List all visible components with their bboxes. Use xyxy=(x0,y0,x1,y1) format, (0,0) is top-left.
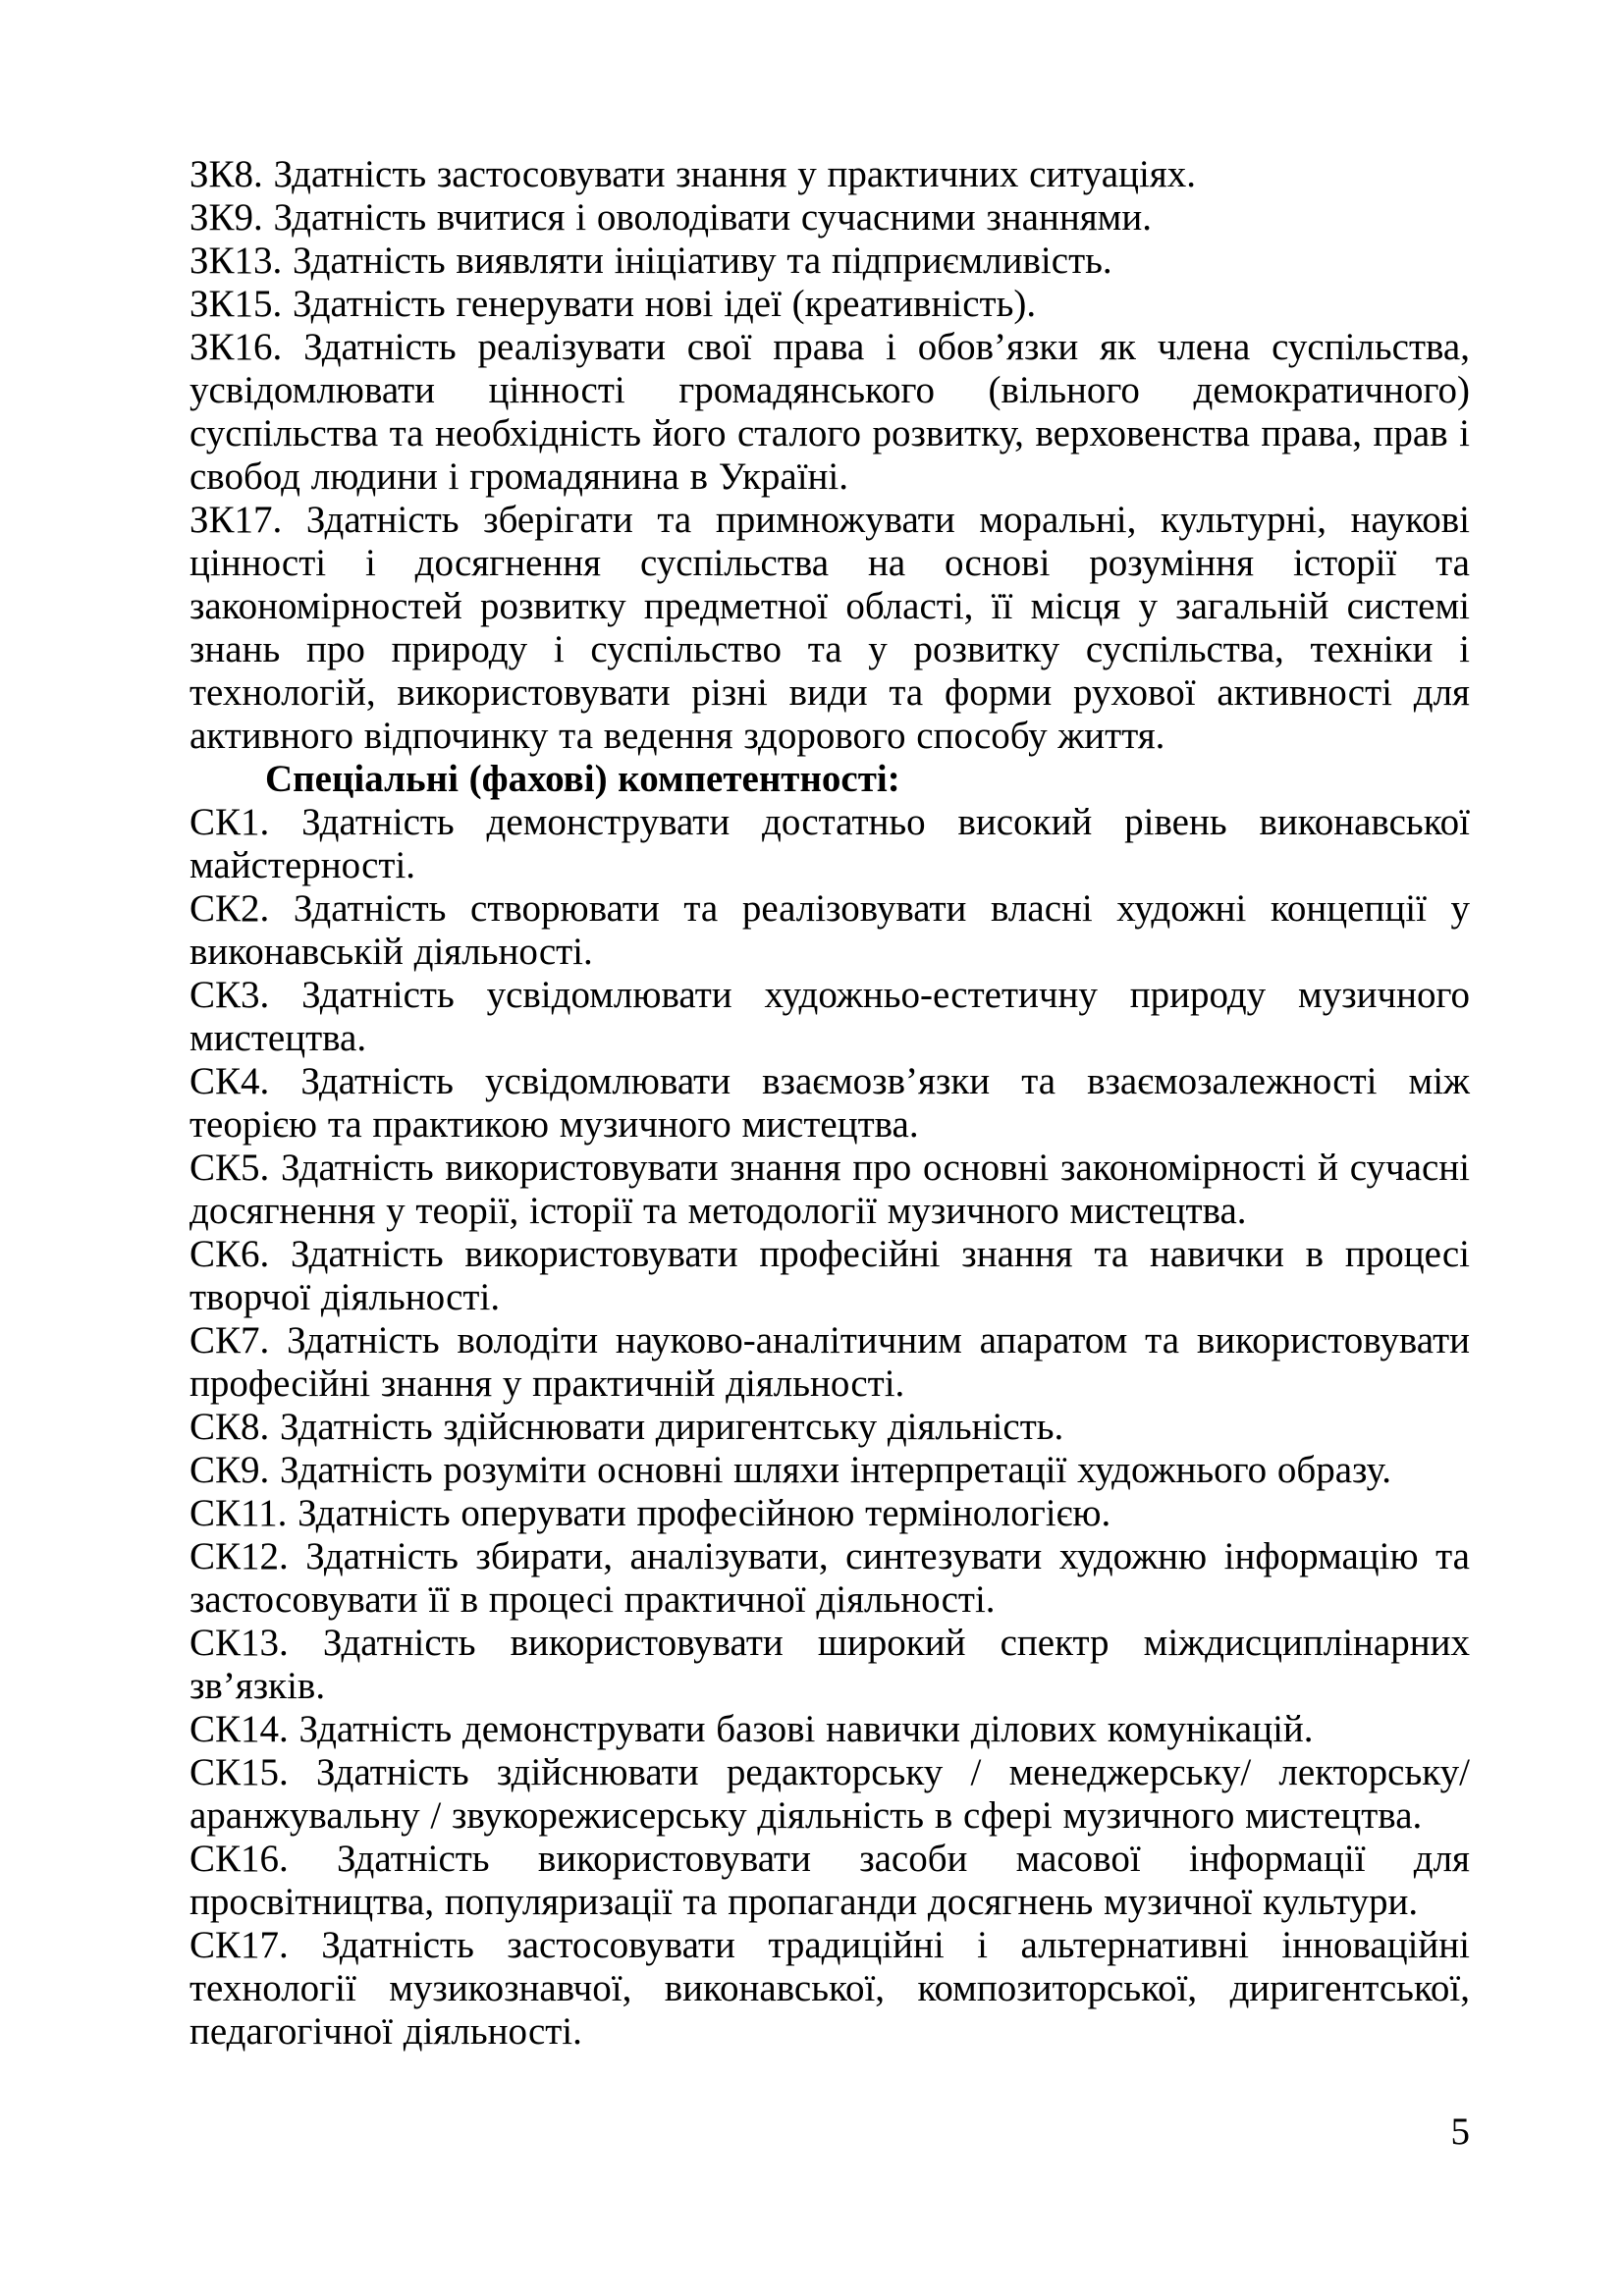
paragraph-sk2: СК2. Здатність створювати та реалізовувати власні художні концепції у виконавській діяльності. xyxy=(189,887,1470,973)
paragraph-sk14: СК14. Здатність демонструвати базові навички ділових комунікацій. xyxy=(189,1708,1314,1750)
paragraph-sk8: СК8. Здатність здійснювати диригентську діяльність. xyxy=(189,1406,1064,1448)
paragraph-sk5: СК5. Здатність використовувати знання про основні закономірності й сучасні досягнення у теорії, історії та методології музичного мистецтва. xyxy=(189,1147,1470,1232)
paragraph-zk8: ЗК8. Здатність застосовувати знання у практичних ситуаціях. xyxy=(189,153,1196,195)
paragraph-zk17: ЗК17. Здатність зберігати та примножувати моральні, культурні, наукові цінності і досягнення суспільства на основі розуміння історії та закономірностей розвитку предметної області, її місця у загальній системі знань про природу і суспільство та у розвитку суспільства, техніки і технологій, використовувати різні види та форми рухової активності для активного відпочинку та ведення здорового способу життя. xyxy=(189,499,1470,757)
paragraph-sk3: СК3. Здатність усвідомлювати художньо-естетичну природу музичного мистецтва. xyxy=(189,974,1470,1059)
page-number: 5 xyxy=(1450,2110,1470,2153)
paragraph-zk9: ЗК9. Здатність вчитися і оволодівати сучасними знаннями. xyxy=(189,196,1152,239)
paragraph-sk4: СК4. Здатність усвідомлювати взаємозв’язки та взаємозалежності між теорією та практикою музичного мистецтва. xyxy=(189,1060,1470,1146)
paragraph-sk12: СК12. Здатність збирати, аналізувати, синтезувати художню інформацію та застосовувати її в процесі практичної діяльності. xyxy=(189,1535,1470,1621)
paragraph-sk17: СК17. Здатність застосовувати традиційні і альтернативні інноваційні технології музикознавчої, виконавської, композиторської, диригентської, педагогічної діяльності. xyxy=(189,1924,1470,2053)
paragraph-sk13: СК13. Здатність використовувати широкий спектр міждисциплінарних зв’язків. xyxy=(189,1622,1470,1707)
paragraph-sk7: СК7. Здатність володіти науково-аналітичним апаратом та використовувати професійні знання у практичній діяльності. xyxy=(189,1319,1470,1405)
paragraph-sk6: СК6. Здатність використовувати професійні знання та навички в процесі творчої діяльності. xyxy=(189,1233,1470,1318)
paragraph-sk9: СК9. Здатність розуміти основні шляхи інтерпретації художнього образу. xyxy=(189,1449,1391,1491)
paragraph-sk1: СК1. Здатність демонструвати достатньо високий рівень виконавської майстерності. xyxy=(189,801,1470,886)
paragraph-sk15: СК15. Здатність здійснювати редакторську / менеджерську/ лекторську/ аранжувальну / звукорежисерську діяльність в сфері музичного мистецтва. xyxy=(189,1751,1470,1837)
paragraph-zk13: ЗК13. Здатність виявляти ініціативу та підприємливість. xyxy=(189,240,1112,282)
paragraph-zk15: ЗК15. Здатність генерувати нові ідеї (креативність). xyxy=(189,283,1037,325)
paragraph-sk11: СК11. Здатність оперувати професійною термінологією. xyxy=(189,1492,1111,1534)
section-heading-special-competencies: Спеціальні (фахові) компетентності: xyxy=(265,758,900,800)
paragraph-sk16: СК16. Здатність використовувати засоби масової інформації для просвітництва, популяризації та пропаганди досягнень музичної культури. xyxy=(189,1838,1470,1923)
page-content xyxy=(189,153,1470,2054)
paragraph-zk16: ЗК16. Здатність реалізувати свої права і обов’язки як члена суспільства, усвідомлювати цінності громадянського (вільного демократичного) суспільства та необхідність його сталого розвитку, верховенства права, прав і свобод людини і громадянина в Україні. xyxy=(189,326,1470,498)
